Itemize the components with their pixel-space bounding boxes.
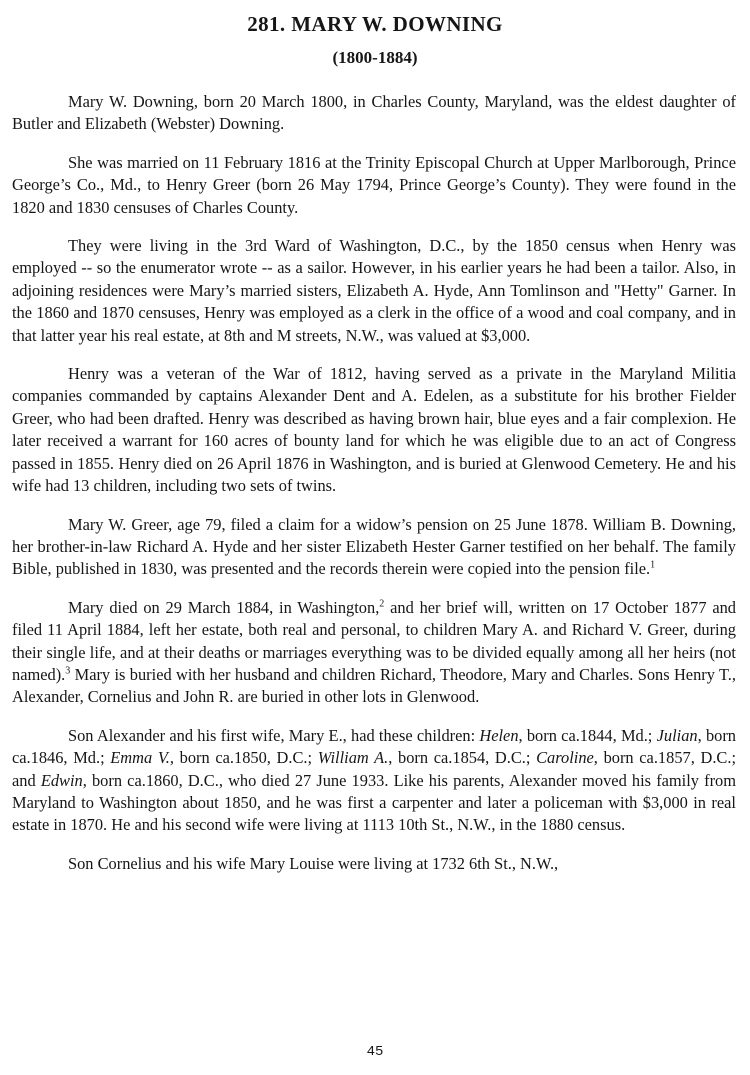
pension-text: Mary W. Greer, age 79, filed a claim for a widow’s pension on 25 June 1878. William B. Downing, her brother-in-law Richard A. Hyde and her sister Elizabeth Hester Garner testified on her behalf. The family Bible, published in 1830, was presented and the records therein were copied into the pension file. — [12, 514, 736, 579]
child-name-william: William A. — [317, 748, 389, 768]
paragraph-death-will — [12, 597, 736, 709]
death-text-c: Mary is buried with her husband and children Richard, Theodore, Mary and Charles. Sons Henry T., Alexander, Cornelius and John R. are buried in other lots in Glenwood. — [12, 664, 736, 707]
text-segment: , born ca.1857, D.C.; and — [12, 748, 737, 790]
body-text — [12, 91, 736, 891]
life-dates: (1800-1884) — [332, 48, 418, 67]
page-title: 281. MARY W. DOWNING — [247, 12, 503, 36]
child-name-emma: Emma V. — [110, 748, 170, 768]
child-name-julian: Julian — [656, 725, 698, 745]
page-number: 45 — [366, 1044, 384, 1060]
paragraph-cornelius: Son Cornelius and his wife Mary Louise were living at 1732 6th St., N.W., — [68, 853, 559, 873]
text-segment: , born ca.1854, D.C.; — [388, 748, 537, 768]
text-segment: , born ca.1844, Md.; — [518, 725, 657, 745]
death-text-a: Mary died on 29 March 1884, in Washington, — [68, 597, 380, 617]
child-name-edwin: Edwin — [40, 770, 83, 790]
text-segment: , born ca.1846, Md.; — [12, 725, 736, 768]
child-name-caroline: Caroline — [536, 748, 594, 768]
child-name-helen: Helen — [479, 725, 519, 745]
death-text-b: and her brief will, written on 17 October 1877 and filed 11 April 1884, left her estate, both real and personal, to children Mary A. and Richard V. Greer, during their single life, and at their deaths or marriages everything was to be divided equally among all her heirs (not named). — [12, 597, 736, 684]
paragraph-alexander-children — [12, 725, 736, 837]
paragraph-census: They were living in the 3rd Ward of Washington, D.C., by the 1850 census when Henry was employed -- so the enumerator wrote -- as a sailor. However, in his earlier years he had been a tailor. Also, in adjoining residences were Mary’s married sisters, Elizabeth A. Hyde, Ann Tomlinson and "Hetty" Garner. In the 1860 and 1870 censuses, Henry was employed as a clerk in the office of a wood and coal company, and in that latter year his real estate, at 8th and M streets, N.W., was valued at $3,000. — [12, 236, 736, 345]
footnote-ref-3: 3 — [65, 665, 71, 677]
text-segment: Son Alexander and his first wife, Mary E., had these children: — [68, 725, 480, 745]
paragraph-military-service: Henry was a veteran of the War of 1812, having served as a private in the Maryland Militia companies commanded by captains Alexander Dent and A. Edelen, as a substitute for his brother Fielder Greer, who had been drafted. Henry was described as having brown hair, blue eyes and a fair complexion. He later received a warrant for 160 acres of bounty land for which he was eligible due to an act of Congress passed in 1855. Henry died on 26 April 1876 in Washington, and is buried at Glenwood Cemetery. He and his wife had 13 children, including two sets of twins. — [12, 364, 736, 496]
paragraph-pension — [12, 514, 736, 581]
paragraph-birth: Mary W. Downing, born 20 March 1800, in Charles County, Maryland, was the eldest daughter of Butler and Elizabeth (Webster) Downing. — [12, 92, 736, 134]
footnote-ref-1: 1 — [650, 559, 656, 571]
paragraph-marriage: She was married on 11 February 1816 at the Trinity Episcopal Church at Upper Marlborough, Prince George’s Co., Md., to Henry Greer (born 26 May 1794, Prince George’s County). They were found in the 1820 and 1830 censuses of Charles County. — [12, 152, 736, 217]
text-segment: , born ca.1850, D.C.; — [169, 748, 318, 768]
footnote-ref-2: 2 — [379, 598, 385, 610]
text-segment: , born ca.1860, D.C., who died 27 June 1933. Like his parents, Alexander moved his family from Maryland to Washington about 1850, and he was first a carpenter and later a policeman with $3,000 in real estate in 1870. He and his second wife were living at 1113 10th St., N.W., in the 1880 census. — [12, 770, 737, 835]
